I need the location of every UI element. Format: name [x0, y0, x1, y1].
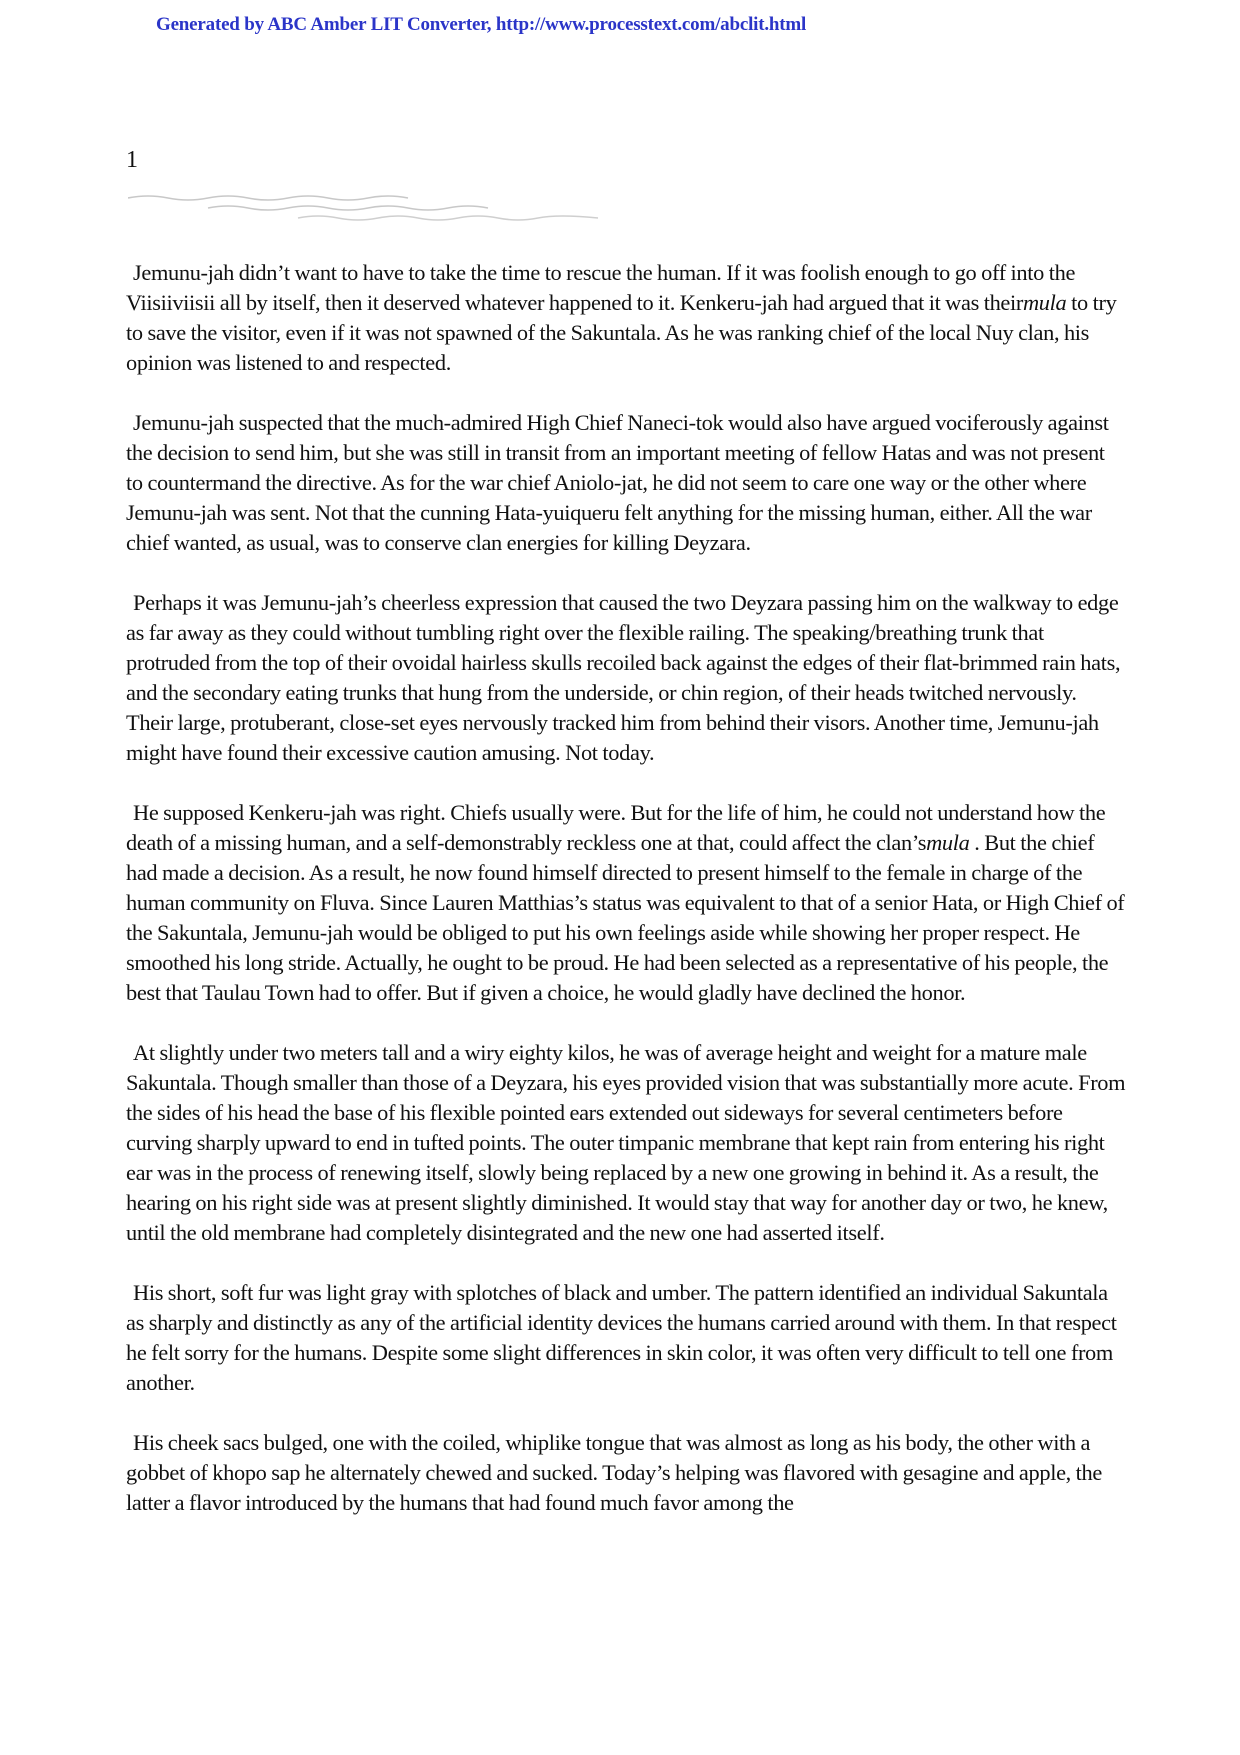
converter-header: Generated by ABC Amber LIT Converter, http://www.processtext.com/abclit.html	[156, 14, 807, 35]
paragraph: His cheek sacs bulged, one with the coiled, whiplike tongue that was almost as long as his body, the other with a gobbet of khopo sap he alternately chewed and sucked. Today’s helping was flavored with gesagine and apple, the latter a flavor introduced by the humans that had found much favor among the	[126, 1430, 1102, 1515]
paragraph: At slightly under two meters tall and a wiry eighty kilos, he was of average height and weight for a mature male Sakuntala. Though smaller than those of a Deyzara, his eyes provided vision that was substantially more acute. From the sides of his head the base of his flexible pointed ears extended out sideways for several centimeters before curving sharply upward to end in tufted points. The outer timpanic membrane that kept rain from entering his right ear was in the process of renewing itself, slowly being replaced by a new one growing in behind it. As a result, the hearing on his right side was at present slightly diminished. It would stay that way for another day or two, he knew, until the old membrane had completely disintegrated and the new one had asserted itself.	[126, 1040, 1126, 1245]
paragraph-text: . But the chief had made a decision. As a result, he now found himself directed to present himself to the female in charge of the human community on Fluva. Since Lauren Matthias’s status was equivalent to that of a senior Hata, or High Chief of the Sakuntala, Jemunu-jah would be obliged to put his own feelings aside while showing her proper respect. He smoothed his long stride. Actually, he ought to be proud. He had been selected as a representative of his people, the best that Taulau Town had to offer. But if given a choice, he would gladly have declined the honor.	[126, 830, 1125, 1005]
paragraph-text: Jemunu-jah didn’t want to have to take the time to rescue the human. If it was foolish enough to go off into the Viisiiviisii all by itself, then it deserved whatever happened to it. Kenkeru-jah had argued that it was their	[126, 260, 1076, 315]
chapter-ornament	[128, 188, 608, 228]
italic-word: mula	[926, 830, 975, 855]
italic-word: mula	[1022, 290, 1067, 315]
paragraph	[126, 258, 1126, 378]
paragraph-text: He supposed Kenkeru-jah was right. Chiefs usually were. But for the life of him, he could not understand how the death of a missing human, and a self-demonstrably reckless one at that, could affect the clan’s	[126, 800, 1106, 855]
paragraph-text: to try to save the visitor, even if it was not spawned of the Sakuntala. As he was ranking chief of the local Nuy clan, his opinion was listened to and respected.	[126, 290, 1117, 375]
paragraph: Jemunu-jah suspected that the much-admired High Chief Naneci-tok would also have argued vociferously against the decision to send him, but she was still in transit from an important meeting of fellow Hatas and was not present to countermand the directive. As for the war chief Aniolo-jat, he did not seem to care one way or the other where Jemunu-jah was sent. Not that the cunning Hata-yuiqueru felt anything for the missing human, either. All the war chief wanted, as usual, was to conserve clan energies for killing Deyzara.	[126, 410, 1109, 555]
paragraph: Perhaps it was Jemunu-jah’s cheerless expression that caused the two Deyzara passing him on the walkway to edge as far away as they could without tumbling right over the flexible railing. The speaking/breathing trunk that protruded from the top of their ovoidal hairless skulls recoiled back against the edges of their flat-brimmed rain hats, and the secondary eating trunks that hung from the underside, or chin region, of their heads twitched nervously. Their large, protuberant, close-set eyes nervously tracked him from behind their visors. Another time, Jemunu-jah might have found their excessive caution amusing. Not today.	[126, 590, 1121, 765]
paragraph	[126, 798, 1126, 1008]
chapter-body	[126, 258, 1126, 1548]
chapter-number: 1	[126, 147, 138, 173]
paragraph: His short, soft fur was light gray with splotches of black and umber. The pattern identified an individual Sakuntala as sharply and distinctly as any of the artificial identity devices the humans carried around with them. In that respect he felt sorry for the humans. Despite some slight differences in skin color, it was often very difficult to tell one from another.	[126, 1280, 1117, 1395]
